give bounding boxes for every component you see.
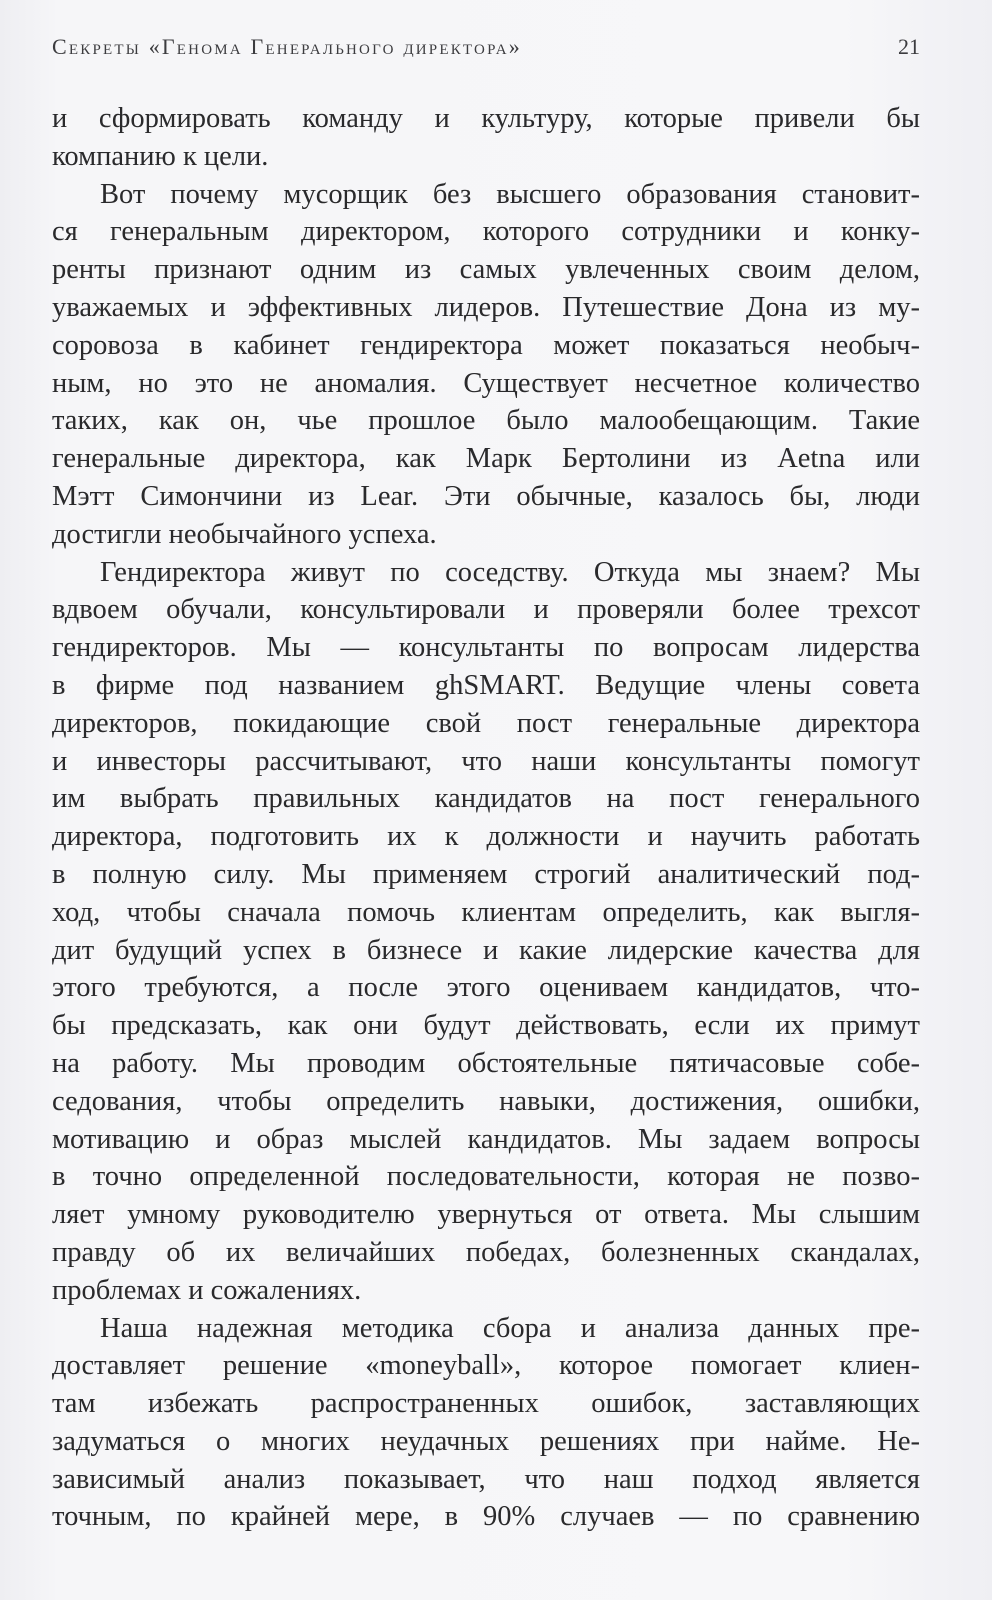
text-line: проблемах и сожалениях. — [52, 1274, 362, 1306]
text-line: седования, чтобы определить навыки, достижения, ошибки, — [52, 1085, 920, 1117]
text-line: правду об их величайших победах, болезненных скандалах, — [52, 1236, 920, 1268]
text-line: в точно определенной последовательности, которая не позво- — [52, 1161, 920, 1193]
text-line: таких, как он, чье прошлое было малообещающим. Такие — [52, 405, 920, 437]
text-line: директоров, покидающие свой пост генеральные директора — [52, 707, 920, 739]
text-line: ным, но это не аномалия. Существует несчетное количество — [52, 367, 920, 399]
text-line: Мэтт Симончини из Lear. Эти обычные, казалось бы, люди — [52, 480, 920, 512]
text-line: Вот почему мусорщик без высшего образования становит- — [100, 178, 920, 210]
text-line: ся генеральным директором, которого сотрудники и конку- — [52, 216, 920, 248]
text-line: директора, подготовить их к должности и научить работать — [52, 821, 920, 853]
running-title: Секреты «Генома Генерального директора» — [52, 34, 522, 59]
text-line: Гендиректора живут по соседству. Откуда мы знаем? Мы — [100, 556, 920, 588]
text-line: зависимый анализ показывает, что наш подход является — [52, 1463, 920, 1495]
text-line: и инвесторы рассчитывают, что наши консультанты помогут — [52, 745, 920, 777]
text-line: гендиректоров. Мы — консультанты по вопросам лидерства — [52, 632, 920, 664]
text-line: задуматься о многих неудачных решениях при найме. Не- — [52, 1425, 920, 1457]
text-line: на работу. Мы проводим обстоятельные пятичасовые собе- — [52, 1047, 920, 1079]
text-line: в фирме под названием ghSMART. Ведущие члены совета — [52, 669, 920, 701]
text-line: достигли необычайного успеха. — [52, 518, 437, 550]
text-line: уважаемых и эффективных лидеров. Путешествие Дона из му- — [52, 291, 920, 323]
text-line: и сформировать команду и культуру, которые привели бы — [52, 103, 920, 134]
text-line: точным, по крайней мере, в 90% случаев — по сравнению — [52, 1501, 920, 1533]
text-line: ход, чтобы сначала помочь клиентам определить, как выгля- — [52, 896, 920, 928]
text-line: мотивацию и образ мыслей кандидатов. Мы задаем вопросы — [52, 1123, 920, 1155]
text-line: доставляет решение «moneyball», которое помогает клиен- — [52, 1350, 920, 1382]
text-line: дит будущий успех в бизнесе и какие лидерские качества для — [52, 934, 920, 966]
text-line: им выбрать правильных кандидатов на пост генерального — [52, 783, 920, 815]
text-line: этого требуются, а после этого оцениваем кандидатов, что- — [52, 972, 920, 1004]
page-number: 21 — [898, 34, 920, 59]
text-line: компанию к цели. — [52, 140, 269, 172]
text-line: генеральные директора, как Марк Бертолини из Aetna или — [52, 443, 920, 475]
text-line: бы предсказать, как они будут действовать, если их примут — [52, 1010, 920, 1042]
text-line: там избежать распространенных ошибок, заставляющих — [52, 1388, 920, 1420]
text-line: ляет умному руководителю увернуться от ответа. Мы слышим — [52, 1199, 920, 1231]
text-line: соровоза в кабинет гендиректора может показаться необыч- — [52, 329, 920, 361]
text-line: в полную силу. Мы применяем строгий аналитический под- — [52, 858, 920, 890]
running-head — [52, 34, 920, 70]
body-text — [52, 100, 920, 1536]
text-line: ренты признают одним из самых увлеченных своим делом, — [52, 254, 920, 286]
text-line: Наша надежная методика сбора и анализа данных пре- — [100, 1312, 920, 1344]
text-line: вдвоем обучали, консультировали и проверяли более трехсот — [52, 594, 920, 626]
